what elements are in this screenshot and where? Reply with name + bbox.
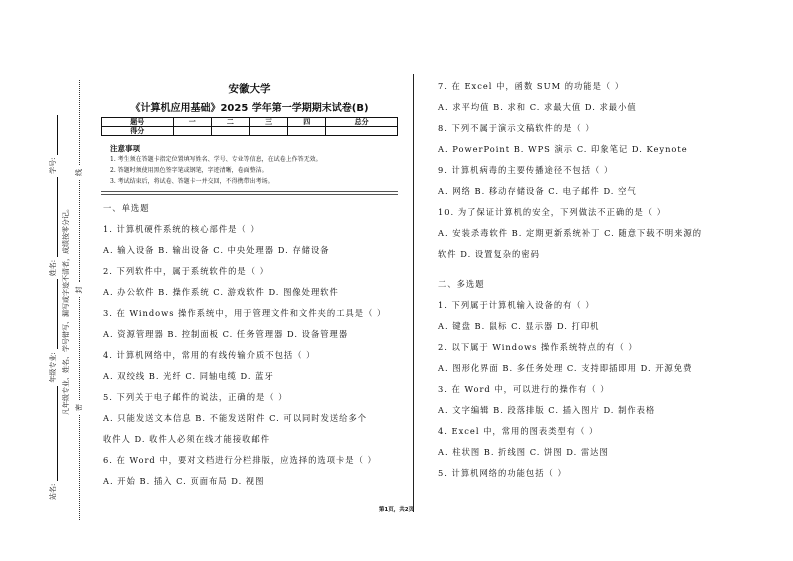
question-text: 3. 在 Word 中，可以进行的操作有（ ） (438, 384, 610, 394)
right-column (438, 76, 702, 484)
student-id-label: 学号: (49, 157, 57, 174)
answer-options: A. 资源管理器 B. 控制面板 C. 任务管理器 D. 设备管理器 (103, 329, 349, 339)
grade-major-label: 年级专业: (49, 352, 57, 383)
score-cell (326, 127, 398, 136)
question-text: 2. 以下属于 Windows 操作系统特点的有（ ） (438, 342, 638, 352)
note-item: 1. 考生须在答题卡指定位置填写姓名、学号、专业等信息，在试卷上作答无效。 (110, 156, 322, 163)
section-heading: 二、多选题 (438, 279, 485, 289)
header-cell: 题号 (102, 118, 174, 127)
question-text: 2. 下列软件中，属于系统软件的是（ ） (103, 266, 269, 276)
answer-options: 收件人 D. 收件人必须在线才能接收邮件 (103, 434, 271, 444)
exam-title: 《计算机应用基础》2025 学年第一学期期末试卷(B) (130, 103, 369, 114)
header-cell: 三 (249, 118, 287, 127)
question-text: 8. 下列不属于演示文稿软件的是（ ） (438, 123, 595, 133)
binding-margin (43, 80, 93, 520)
score-cell (173, 127, 211, 136)
student-id-field[interactable] (49, 115, 58, 155)
question-text: 5. 下列关于电子邮件的说法，正确的是（ ） (103, 392, 288, 402)
station-field[interactable] (49, 386, 58, 481)
column-divider (413, 74, 414, 512)
score-cell (288, 127, 326, 136)
answer-options: A. 办公软件 B. 操作系统 C. 游戏软件 D. 图像处理软件 (103, 287, 339, 297)
question-text: 7. 在 Excel 中，函数 SUM 的功能是（ ） (438, 81, 625, 91)
score-table (101, 117, 398, 136)
spacer (438, 265, 702, 274)
answer-options: A. 求平均值 B. 求和 C. 求最大值 D. 求最小值 (438, 102, 637, 112)
score-row-label: 得分 (102, 127, 174, 136)
section-heading: 一、单选题 (103, 203, 150, 213)
question-text: 6. 在 Word 中，要对文档进行分栏排版，应选择的选项卡是（ ） (103, 455, 377, 465)
question-text: 9. 计算机病毒的主要传播途径不包括（ ） (438, 165, 614, 175)
answer-options: A. 柱状图 B. 折线图 C. 饼图 D. 雷达图 (438, 447, 609, 457)
question-text: 5. 计算机网络的功能包括（ ） (438, 468, 567, 478)
answer-options: A. 安装杀毒软件 B. 定期更新系统补丁 C. 随意下载不明来源的 (438, 228, 703, 238)
header-cell: 二 (211, 118, 249, 127)
margin-warning: 凡年级专业、姓名、学号错写、漏写或字迹不清者，成绩按零分记。 (62, 205, 70, 415)
station-label: 站名: (49, 483, 57, 500)
seal-line (73, 80, 85, 520)
question-text: 3. 在 Windows 操作系统中，用于管理文件和文件夹的工具是（ ） (103, 308, 387, 318)
question-text: 4. Excel 中，常用的图表类型有（ ） (438, 426, 599, 436)
score-cell (249, 127, 287, 136)
answer-options: 软件 D. 设置复杂的密码 (438, 249, 540, 259)
answer-options: A. 只能发送文本信息 B. 不能发送附件 C. 可以同时发送给多个 (103, 413, 368, 423)
seal-char: 密 (75, 404, 83, 411)
score-row (102, 127, 398, 136)
left-column (103, 198, 386, 492)
answer-options: A. PowerPoint B. WPS 演示 C. 印象笔记 D. Keynote (438, 144, 688, 154)
answer-options: A. 键盘 B. 鼠标 C. 显示器 D. 打印机 (438, 321, 600, 331)
score-cell (211, 127, 249, 136)
name-field[interactable] (49, 177, 58, 257)
notes-heading: 注意事项 (110, 144, 140, 153)
grade-major-field[interactable] (49, 279, 58, 349)
double-divider (101, 191, 398, 195)
page-footer: 第1页，共2页 (378, 507, 415, 513)
header-cell: 一 (173, 118, 211, 127)
question-text: 10. 为了保证计算机的安全，下列做法不正确的是（ ） (438, 207, 667, 217)
header-cell: 总分 (326, 118, 398, 127)
answer-options: A. 文字编辑 B. 段落排版 C. 插入图片 D. 制作表格 (438, 405, 656, 415)
answer-options: A. 图形化界面 B. 多任务处理 C. 支持即插即用 D. 开源免费 (438, 363, 693, 373)
university-name: 安徽大学 (228, 83, 271, 95)
question-text: 1. 计算机硬件系统的核心部件是（ ） (103, 224, 260, 234)
score-table-header (102, 118, 398, 127)
student-info-fields (47, 80, 59, 520)
answer-options: A. 开始 B. 插入 C. 页面布局 D. 视图 (103, 476, 265, 486)
note-item: 3. 考试结束后，将试卷、答题卡一并交回，不得携带出考场。 (110, 178, 274, 185)
answer-options: A. 双绞线 B. 光纤 C. 同轴电缆 D. 蓝牙 (103, 371, 274, 381)
header-cell: 四 (288, 118, 326, 127)
answer-options: A. 输入设备 B. 输出设备 C. 中央处理器 D. 存储设备 (103, 245, 330, 255)
notes-section (110, 143, 322, 187)
question-text: 4. 计算机网络中，常用的有线传输介质不包括（ ） (103, 350, 316, 360)
seal-char: 封 (75, 286, 83, 294)
answer-options: A. 网络 B. 移动存储设备 C. 电子邮件 D. 空气 (438, 186, 637, 196)
seal-char: 线 (75, 169, 83, 176)
question-text: 1. 下列属于计算机输入设备的有（ ） (438, 300, 595, 310)
note-item: 2. 答题时须使用黑色签字笔或钢笔，字迹清晰，卷面整洁。 (110, 167, 268, 174)
name-label: 姓名: (49, 259, 57, 277)
